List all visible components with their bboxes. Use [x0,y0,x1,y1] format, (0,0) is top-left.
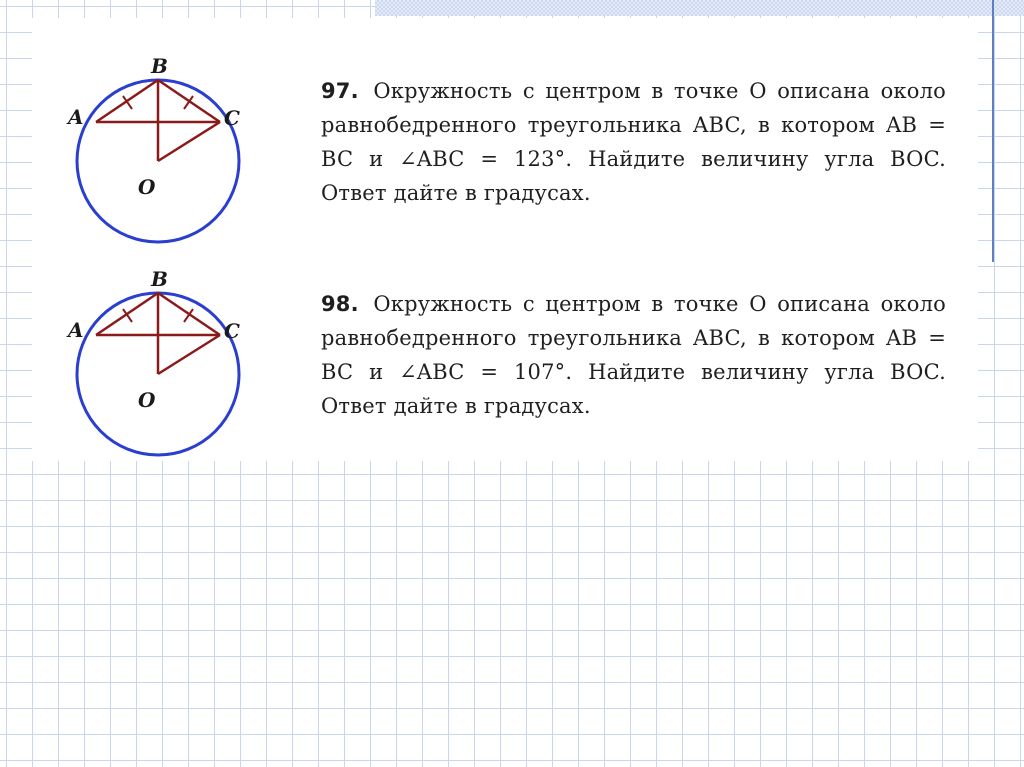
problem-body: Окружность с центром в точке O описана около равнобедренного треугольника ABC, в котором AB = BC и ∠ABC = 123°. Найдите величину угла BOC. Ответ дайте в градусах. [321,79,946,205]
top-pattern-band [375,0,1024,16]
circle-triangle-figure [60,261,260,461]
label-b: B [151,267,168,291]
worksheet-card [32,18,978,461]
label-o: O [138,175,156,199]
problem-statement [321,287,946,423]
segment-oc [158,335,220,374]
right-margin-rule [992,0,994,262]
problem-number: 97. [321,79,359,103]
problem-97 [32,48,978,248]
circle-triangle-figure [60,48,260,248]
problem-body: Окружность с центром в точке O описана около равнобедренного треугольника ABC, в котором AB = BC и ∠ABC = 107°. Найдите величину угла BOC. Ответ дайте в градусах. [321,292,946,418]
problem-98 [32,261,978,461]
label-c: C [224,319,240,343]
label-a: A [68,105,84,129]
problem-number: 98. [321,292,359,316]
label-a: A [68,318,84,342]
problem-statement [321,74,946,210]
label-c: C [224,106,240,130]
label-o: O [138,388,156,412]
label-b: B [151,54,168,78]
segment-oc [158,122,220,161]
